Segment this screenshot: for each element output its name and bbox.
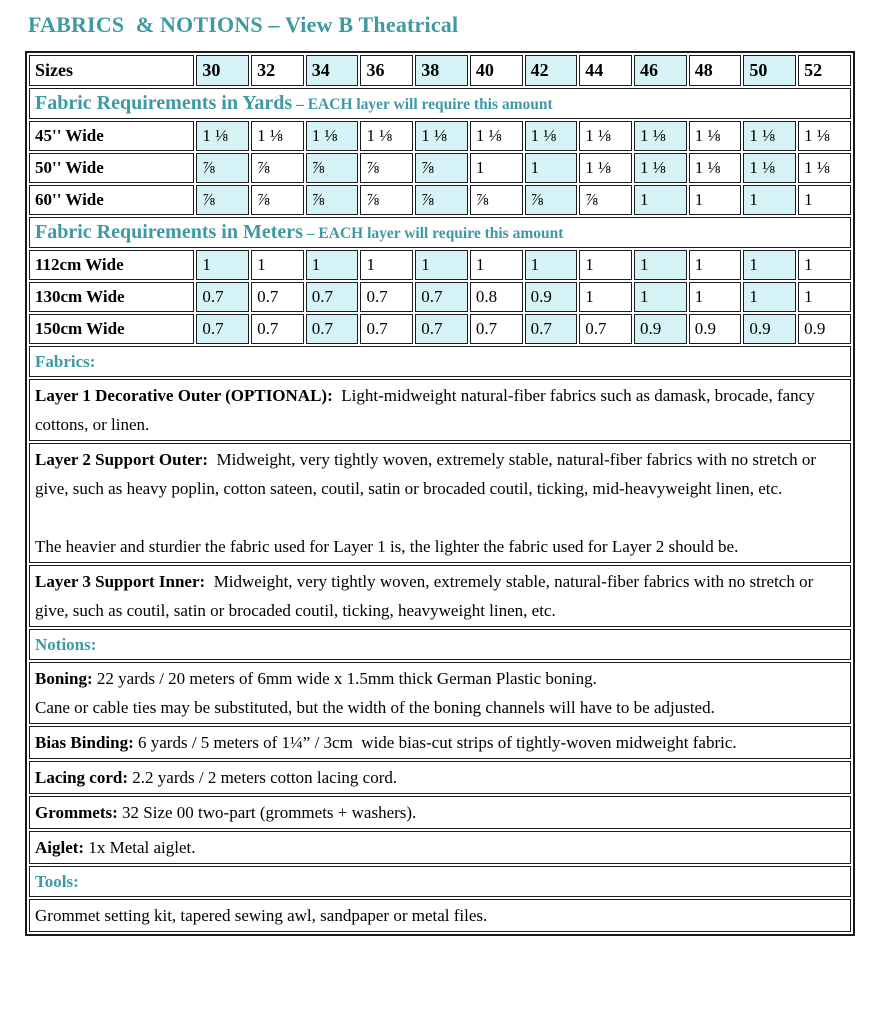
yards-section-header-subtitle: – EACH layer will require this amount	[292, 96, 553, 113]
yards-width-row-value-cell: 1	[798, 185, 851, 215]
meters-width-row-value-cell: 1	[634, 250, 687, 280]
meters-width-row-value-cell: 0.9	[525, 282, 578, 312]
meters-width-row-value-cell: 1	[470, 250, 523, 280]
meters-width-row-label: 130cm Wide	[29, 282, 194, 312]
yards-width-row-value-cell: 1 ⅛	[579, 153, 632, 183]
fabrics-band	[29, 346, 851, 377]
yards-section-header	[29, 88, 851, 119]
yards-width-row-value-cell: 1 ⅛	[360, 121, 413, 151]
fabric-layer-2-extra: The heavier and sturdier the fabric used for Layer 1 is, the lighter the fabric used for Layer 2 should be.	[35, 537, 739, 556]
meters-width-row-value-cell: 1	[525, 250, 578, 280]
yards-width-row-value-cell: 1 ⅛	[251, 121, 304, 151]
notion-item-2-lead: Bias Binding:	[35, 733, 134, 752]
meters-section-header-title: Fabric Requirements in Meters	[35, 221, 303, 243]
yards-width-row-value-cell: 1	[689, 185, 742, 215]
notion-item-5-lead: Aiglet:	[35, 838, 85, 857]
fabric-layer-2-text: Midweight, very tightly woven, extremely stable, natural-fiber fabrics with no stretch or give, such as heavy poplin, cotton sateen, coutil, satin or brocaded coutil, ticking, mid-heavyweight linen, etc.	[35, 450, 821, 498]
meters-width-row-value-cell: 1	[196, 250, 249, 280]
yards-width-row-value-cell: ⅞	[306, 153, 359, 183]
fabric-layer-2-gap	[35, 503, 845, 532]
meters-width-row-value-cell: 0.7	[306, 282, 359, 312]
size-column-header: 48	[689, 55, 742, 86]
notion-item-1-text: 22 yards / 20 meters of 6mm wide x 1.5mm thick German Plastic boning.	[92, 669, 597, 688]
meters-width-row-value-cell: 0.7	[525, 314, 578, 344]
yards-width-row-value-cell: 1 ⅛	[196, 121, 249, 151]
meters-width-row-value-cell: 1	[360, 250, 413, 280]
meters-width-row-label: 150cm Wide	[29, 314, 194, 344]
yards-width-row	[29, 153, 851, 183]
yards-width-row-value-cell: ⅞	[196, 185, 249, 215]
yards-width-row-value-cell: ⅞	[196, 153, 249, 183]
yards-width-row	[29, 185, 851, 215]
yards-section-header-cell	[29, 88, 851, 119]
notion-item-4-cell	[29, 796, 851, 829]
fabric-layer-2-line	[35, 445, 845, 503]
meters-width-row-value-cell: 0.7	[415, 282, 468, 312]
fabric-layer-3-lead: Layer 3 Support Inner:	[35, 572, 206, 591]
notion-item-3-cell	[29, 761, 851, 794]
meters-width-row-value-cell: 0.7	[251, 282, 304, 312]
yards-width-row-value-cell: 1 ⅛	[579, 121, 632, 151]
meters-width-row-value-cell: 0.7	[579, 314, 632, 344]
notion-item-1	[29, 662, 851, 724]
tools-band	[29, 866, 851, 897]
notion-item-3	[29, 761, 851, 794]
yards-width-row-value-cell: 1 ⅛	[798, 153, 851, 183]
yards-width-row-value-cell: 1 ⅛	[470, 121, 523, 151]
requirements-table	[25, 51, 855, 936]
notion-item-5-text: 1x Metal aiglet.	[84, 838, 196, 857]
notions-band-label: Notions:	[29, 629, 851, 660]
meters-width-row-value-cell: 1	[306, 250, 359, 280]
yards-width-row-value-cell: ⅞	[306, 185, 359, 215]
fabric-layer-3-text: Midweight, very tightly woven, extremely stable, natural-fiber fabrics with no stretch or give, such as coutil, satin or brocaded coutil, ticking, heavyweight linen, etc.	[35, 572, 818, 620]
size-column-header: 36	[360, 55, 413, 86]
size-column-header: 38	[415, 55, 468, 86]
notion-item-3-line	[35, 763, 845, 792]
sizes-label: Sizes	[29, 55, 194, 86]
fabric-layer-2	[29, 443, 851, 563]
meters-width-row-value-cell: 1	[743, 250, 796, 280]
yards-width-row-value-cell: ⅞	[360, 185, 413, 215]
notion-item-2-cell	[29, 726, 851, 759]
yards-width-row-value-cell: 1 ⅛	[306, 121, 359, 151]
size-column-header: 40	[470, 55, 523, 86]
meters-width-row-value-cell: 0.9	[689, 314, 742, 344]
yards-width-row-label: 60'' Wide	[29, 185, 194, 215]
tools-text: Grommet setting kit, tapered sewing awl, sandpaper or metal files.	[35, 906, 488, 925]
yards-width-row-value-cell: ⅞	[470, 185, 523, 215]
yards-width-row-value-cell: 1 ⅛	[743, 153, 796, 183]
fabric-layer-3-line	[35, 567, 845, 625]
fabric-layer-1	[29, 379, 851, 441]
meters-section-header-subtitle: – EACH layer will require this amount	[302, 225, 564, 242]
notion-item-5-cell	[29, 831, 851, 864]
meters-width-row-value-cell: 0.7	[360, 282, 413, 312]
fabric-layer-3	[29, 565, 851, 627]
sizes-row	[29, 55, 851, 86]
meters-section-header	[29, 217, 851, 248]
yards-width-row-value-cell: 1 ⅛	[689, 153, 742, 183]
meters-width-row-label: 112cm Wide	[29, 250, 194, 280]
meters-width-row	[29, 314, 851, 344]
meters-width-row	[29, 250, 851, 280]
meters-width-row-value-cell: 0.7	[306, 314, 359, 344]
meters-width-row-value-cell: 1	[415, 250, 468, 280]
yards-width-row-value-cell: 1 ⅛	[634, 121, 687, 151]
size-column-header: 52	[798, 55, 851, 86]
meters-width-row-value-cell: 0.7	[251, 314, 304, 344]
meters-width-row-value-cell: 1	[798, 250, 851, 280]
tools-text-row	[29, 899, 851, 932]
yards-width-row-label: 45'' Wide	[29, 121, 194, 151]
yards-width-row-value-cell: 1 ⅛	[743, 121, 796, 151]
notion-item-3-lead: Lacing cord:	[35, 768, 129, 787]
yards-section-header-title: Fabric Requirements in Yards	[35, 92, 293, 114]
notion-item-2-line	[35, 728, 845, 757]
meters-width-row-value-cell: 1	[689, 282, 742, 312]
yards-width-row-value-cell: ⅞	[415, 153, 468, 183]
meters-width-row-value-cell: 0.7	[196, 282, 249, 312]
notion-item-3-text: 2.2 yards / 2 meters cotton lacing cord.	[128, 768, 398, 787]
size-column-header: 34	[306, 55, 359, 86]
yards-width-row-value-cell: 1	[634, 185, 687, 215]
notion-item-4-line	[35, 798, 845, 827]
meters-width-row-value-cell: 0.7	[360, 314, 413, 344]
fabrics-band-label: Fabrics:	[29, 346, 851, 377]
fabric-layer-2-cell	[29, 443, 851, 563]
yards-width-row-value-cell: 1	[470, 153, 523, 183]
fabric-layer-2-lead: Layer 2 Support Outer:	[35, 450, 208, 469]
meters-width-row-value-cell: 1	[634, 282, 687, 312]
meters-width-row-value-cell: 0.9	[798, 314, 851, 344]
meters-width-row	[29, 282, 851, 312]
meters-width-row-value-cell: 0.7	[196, 314, 249, 344]
meters-width-row-value-cell: 0.7	[415, 314, 468, 344]
meters-width-row-value-cell: 0.9	[634, 314, 687, 344]
size-column-header: 30	[196, 55, 249, 86]
size-column-header: 44	[579, 55, 632, 86]
yards-width-row-value-cell: 1 ⅛	[415, 121, 468, 151]
notion-item-5-line	[35, 833, 845, 862]
yards-width-row-value-cell: 1	[525, 153, 578, 183]
meters-section-header-cell	[29, 217, 851, 248]
yards-width-row-value-cell: 1	[743, 185, 796, 215]
meters-width-row-value-cell: 1	[689, 250, 742, 280]
size-column-header: 32	[251, 55, 304, 86]
notion-item-1-line	[35, 664, 845, 693]
notions-band	[29, 629, 851, 660]
page-title: FABRICS & NOTIONS – View B Theatrical	[28, 12, 459, 37]
yards-width-row-value-cell: 1 ⅛	[689, 121, 742, 151]
yards-width-row-value-cell: ⅞	[360, 153, 413, 183]
notion-item-5	[29, 831, 851, 864]
yards-width-row-value-cell: ⅞	[251, 185, 304, 215]
meters-width-row-value-cell: 1	[579, 282, 632, 312]
yards-width-row-value-cell: ⅞	[251, 153, 304, 183]
fabric-layer-1-cell	[29, 379, 851, 441]
notion-item-1-lead: Boning:	[35, 669, 93, 688]
meters-width-row-value-cell: 1	[579, 250, 632, 280]
notion-item-2-text: 6 yards / 5 meters of 1¼” / 3cm wide bias-cut strips of tightly-woven midweight fabric.	[133, 733, 737, 752]
meters-width-row-value-cell: 0.9	[743, 314, 796, 344]
fabric-layer-1-text: Light-midweight natural-fiber fabrics such as damask, brocade, fancy cottons, or linen.	[35, 386, 819, 434]
yards-width-row-label: 50'' Wide	[29, 153, 194, 183]
meters-width-row-value-cell: 1	[743, 282, 796, 312]
yards-width-row-value-cell: ⅞	[415, 185, 468, 215]
meters-width-row-value-cell: 1	[798, 282, 851, 312]
tools-band-label: Tools:	[29, 866, 851, 897]
notion-item-4	[29, 796, 851, 829]
meters-width-row-value-cell: 0.7	[470, 314, 523, 344]
yards-width-row-value-cell: ⅞	[525, 185, 578, 215]
fabric-layer-3-cell	[29, 565, 851, 627]
notion-item-4-text: 32 Size 00 two-part (grommets + washers).	[117, 803, 417, 822]
fabric-layer-1-lead: Layer 1 Decorative Outer (OPTIONAL):	[35, 386, 333, 405]
size-column-header: 42	[525, 55, 578, 86]
notion-item-1-cell	[29, 662, 851, 724]
meters-width-row-value-cell: 1	[251, 250, 304, 280]
notion-item-2	[29, 726, 851, 759]
tools-text-cell	[29, 899, 851, 932]
yards-width-row-value-cell: 1 ⅛	[525, 121, 578, 151]
notion-item-1-line2: Cane or cable ties may be substituted, but the width of the boning channels will have to be adjusted.	[35, 698, 715, 717]
yards-width-row-value-cell: 1 ⅛	[634, 153, 687, 183]
yards-width-row	[29, 121, 851, 151]
yards-width-row-value-cell: 1 ⅛	[798, 121, 851, 151]
meters-width-row-value-cell: 0.8	[470, 282, 523, 312]
size-column-header: 50	[743, 55, 796, 86]
notion-item-4-lead: Grommets:	[35, 803, 118, 822]
fabric-layer-1-line	[35, 381, 845, 439]
size-column-header: 46	[634, 55, 687, 86]
yards-width-row-value-cell: ⅞	[579, 185, 632, 215]
